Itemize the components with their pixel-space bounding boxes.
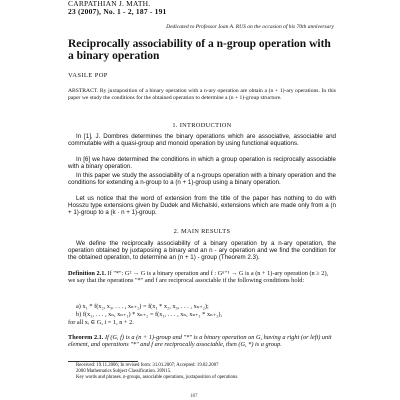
intro-paragraph-4-text: Let us notice that the word of extension from the title of the paper has nothing to do with Hosszu type extensions given by Dudek and Michalski, extensions which are made only from a (n + 1)-group to a (k · n + 1)-group. — [68, 195, 336, 217]
intro-paragraph-3-text: In this paper we study the associability of a n-groups operation with a binary operation and the conditions for extending a n-group to a (n + 1)-group using a binary operation. — [68, 172, 336, 187]
intro-paragraph-1-text: In [1], J. Dombres determines the binary operations which are associative, associable and commutable with a quasi-group and monoid operation by using functional equations. — [68, 133, 336, 148]
theorem-label: Theorem 2.1. — [68, 334, 104, 341]
intro-paragraph-4 — [68, 195, 336, 217]
definition-label: Definition 2.1. — [68, 270, 106, 277]
abstract — [68, 88, 336, 102]
abstract-label: ABSTRACT. — [68, 88, 99, 94]
intro-paragraph-2 — [68, 156, 336, 170]
journal-name: CARPATHIAN J. MATH. — [68, 0, 151, 8]
section-heading-introduction: 1. INTRODUCTION — [172, 122, 232, 129]
main-paragraph-1 — [68, 240, 336, 262]
footnote-keywords: Key words and phrases. n-groups, associable operations, juxtaposition of operations. — [76, 375, 239, 380]
dedication: Dedicated to Professor Ioan A. RUS on the occasion of his 70th anniversary — [166, 24, 334, 30]
intro-paragraph-1 — [68, 133, 336, 147]
main-paragraph-1-text: We define the reciprocally associability of a binary operation by a n-ary operation, the operation obtained by juxtaposing a binary and an n - ary operation and we find the condition for the obtained operation, to determine an (n + 1) - group (Theorem 2.3). — [68, 240, 336, 262]
section-heading-main-results: 2. MAIN RESULTS — [173, 228, 231, 235]
page-number: 187 — [190, 394, 198, 399]
condition-a: a) x₁ * f(x₂, x₃, . . . , xₙ₊₂) = f(x₁ * x₂, x₃, . . . , xₙ₊₂); — [76, 303, 209, 310]
volume-issue: 23 (2007), No. 1 - 2, 187 - 191 — [68, 7, 167, 16]
abstract-text: By juxtaposition of a binary operation with a n-ary operation are obtain a (n + 1)-ary operations. In this paper we study the conditions for the obtained operation to determine a (n + 1)-group structure. — [68, 88, 336, 101]
author-name: VASILE POP — [68, 72, 108, 79]
definition-text: If "*": G² → G is a binary operation and f : Gⁿ⁺¹ → G is a (n + 1)-ary operation (n ≥ 2), we say that the operations "*" and f are reciprocal associable if the following conditions hold: — [68, 270, 329, 285]
journal-header — [68, 0, 166, 16]
footnotes — [76, 363, 336, 381]
condition-range: for all xᵢ ∈ G, i = 1, n + 2. — [68, 318, 134, 326]
condition-b: b) f(x₁, . . . , xₙ, xₙ₊₁) * xₙ₊₂ = f(x₁, . . . , xₙ, xₙ₊₁ * xₙ₊₂), — [76, 310, 223, 318]
definition-2-1 — [68, 270, 336, 285]
theorem-text: If (G, f) is a (n + 1)-group and "*" is a binary operation on G, having a right (or left) unit element, and operations "*" and f are reciprocally associable, then (G, *) is a group. — [68, 334, 332, 349]
title-line-1: Reciprocally associability of a n-group operation with — [68, 38, 331, 50]
intro-paragraph-3 — [68, 172, 336, 186]
footnote-rule — [68, 361, 138, 362]
footnote-msc: 2000 Mathematics Subject Classification. 20N15. — [76, 369, 172, 374]
paper-title — [68, 38, 348, 62]
footnote-received: Received: 19.11.2006; In revised form: 31.01.2007; Accepted: 19.02.2007 — [76, 363, 219, 368]
title-line-2: a binary operation — [68, 50, 160, 62]
intro-paragraph-2-text: In [6] we have determined the conditions in which a group operation is reciprocally associable with a binary operation. — [68, 156, 336, 171]
theorem-2-1 — [68, 334, 336, 349]
definition-conditions — [68, 303, 338, 326]
